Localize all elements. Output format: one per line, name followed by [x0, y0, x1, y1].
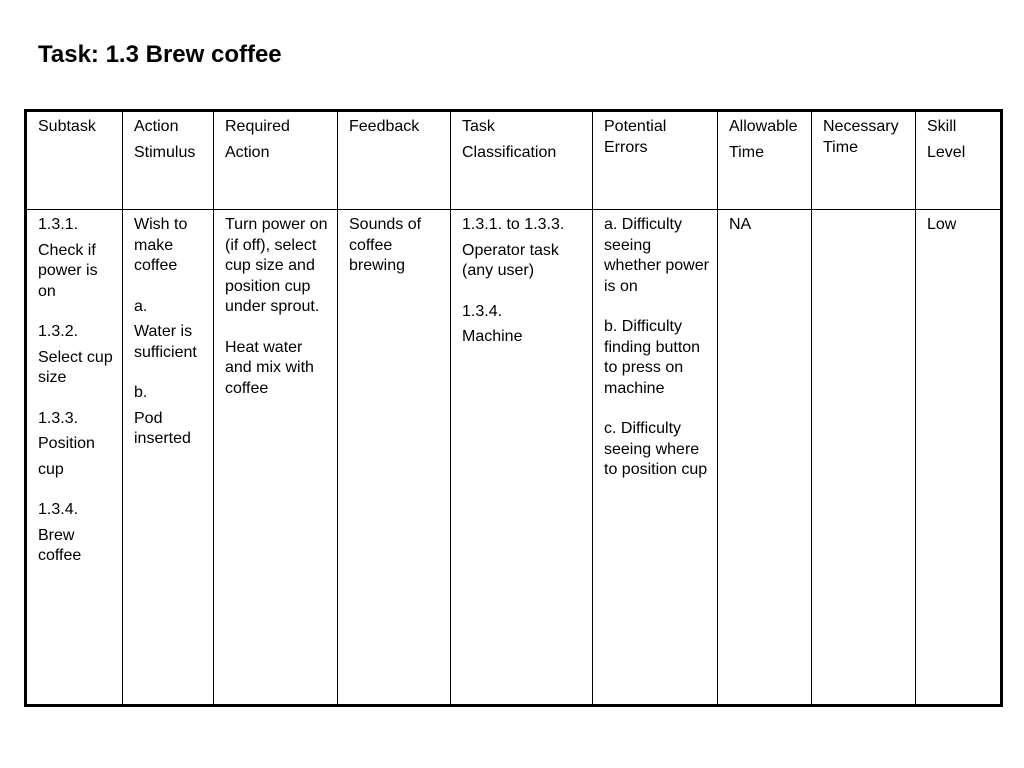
header-text: Classification [462, 143, 557, 161]
header-text: Subtask [38, 118, 96, 135]
allowable-time-value: NA [729, 216, 752, 233]
stimulus-marker: a. [134, 297, 148, 315]
header-text: Time [729, 143, 764, 161]
header-text: Necessary Time [823, 118, 899, 156]
feedback-text: Sounds of coffee brewing [349, 216, 422, 274]
stimulus-marker: b. [134, 384, 148, 401]
classification-number: 1.3.1. to 1.3.3. [462, 216, 565, 233]
stimulus-text: Wish to make coffee [134, 216, 188, 274]
required-action-text: Heat water and mix with coffee [225, 338, 314, 397]
error-item: c. Difficulty seeing where to position cup [604, 420, 708, 478]
cell-subtask [26, 210, 123, 706]
subtask-number: 1.3.4. [38, 501, 79, 518]
subtask-number: 1.3.3. [38, 409, 79, 427]
subtask-text: Brew coffee [38, 526, 82, 564]
header-text: Level [927, 143, 966, 161]
cell-skill-level [916, 210, 1002, 706]
header-potential-errors [593, 111, 718, 210]
subtask-text: Select cup size [38, 348, 113, 386]
subtask-text: Position [38, 435, 95, 452]
header-text: Task [462, 118, 495, 135]
header-required-action [214, 111, 338, 210]
classification-text: Machine [462, 328, 523, 345]
header-task-classification [451, 111, 593, 210]
cell-necessary-time [812, 210, 916, 706]
classification-text: Operator task (any user) [462, 241, 559, 279]
page-title: Task: 1.3 Brew coffee [38, 41, 282, 68]
cell-required-action [214, 210, 338, 706]
header-text: Action [134, 118, 179, 135]
cell-task-classification [451, 210, 593, 706]
header-feedback [338, 111, 451, 210]
table-row [26, 210, 1002, 706]
header-text: Allowable [729, 118, 798, 135]
cell-allowable-time [718, 210, 812, 706]
table-header-row [26, 111, 1002, 210]
header-text: Action [225, 143, 270, 161]
skill-level-value: Low [927, 216, 957, 233]
stimulus-text: Water is sufficient [134, 323, 197, 361]
task-analysis-table [24, 109, 1003, 707]
subtask-number: 1.3.2. [38, 323, 79, 340]
header-allowable-time [718, 111, 812, 210]
classification-number: 1.3.4. [462, 302, 503, 320]
error-item: b. Difficulty finding button to press on machine [604, 318, 701, 397]
required-action-text: Turn power on (if off), select cup size and position cup under sprout. [225, 216, 328, 315]
header-text: Feedback [349, 118, 420, 135]
cell-feedback [338, 210, 451, 706]
header-text: Skill [927, 118, 957, 135]
subtask-text: Check if power is on [38, 241, 98, 300]
header-action-stimulus [123, 111, 214, 210]
header-necessary-time [812, 111, 916, 210]
stimulus-text: Pod inserted [134, 409, 191, 447]
header-text: Stimulus [134, 143, 196, 161]
subtask-number: 1.3.1. [38, 216, 79, 233]
header-text: Potential Errors [604, 118, 667, 156]
header-skill-level [916, 111, 1002, 210]
error-item: a. Difficulty seeing whether power is on [604, 216, 709, 295]
cell-action-stimulus [123, 210, 214, 706]
cell-potential-errors [593, 210, 718, 706]
header-text: Required [225, 118, 290, 135]
header-subtask [26, 111, 123, 210]
subtask-text: cup [38, 460, 64, 478]
